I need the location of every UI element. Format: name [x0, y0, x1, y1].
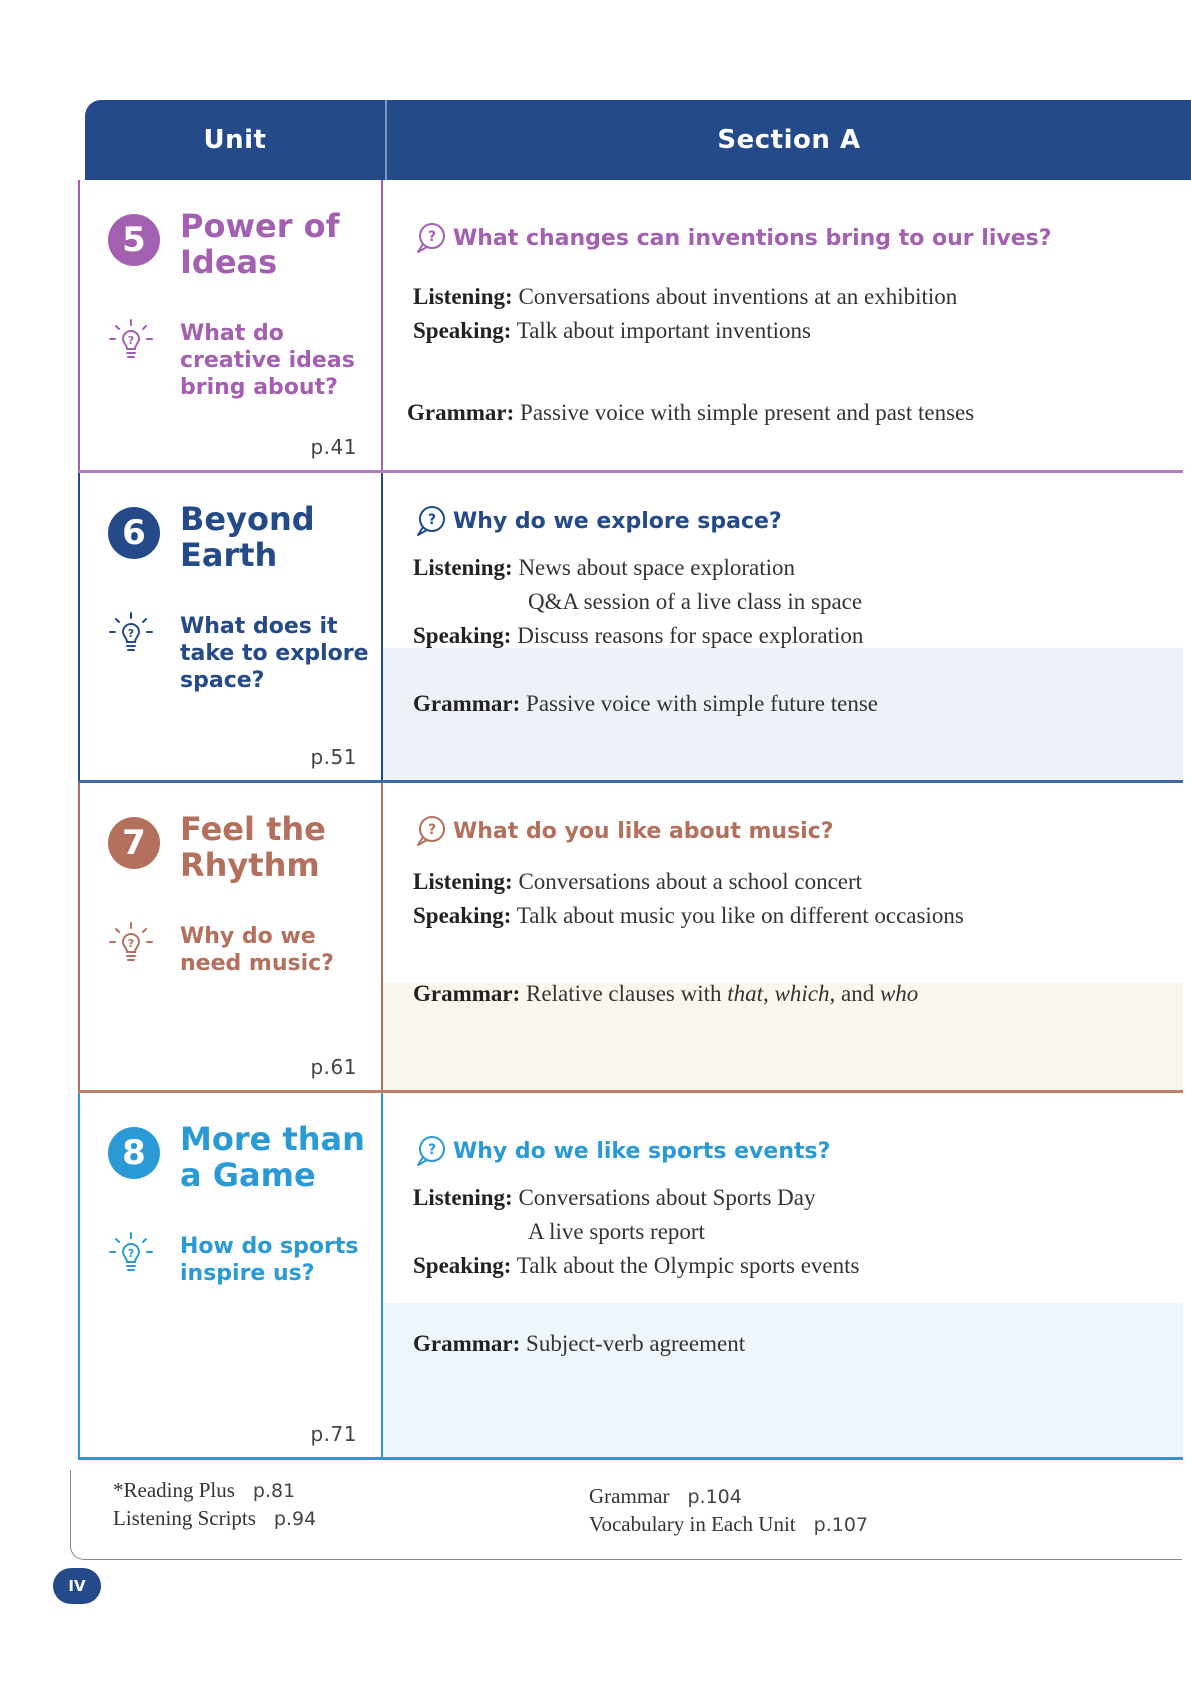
section-a-cell [383, 180, 1183, 470]
unit-number-badge: 5 [108, 214, 160, 266]
speaking-text: Talk about the Olympic sports events [516, 1253, 860, 1278]
listening-label: Listening: [413, 1185, 513, 1210]
lightbulb-question-icon [108, 318, 154, 364]
grammar-term-who: who [879, 981, 919, 1006]
listening-text: Conversations about Sports Day [518, 1185, 816, 1210]
speech-bubble-question-icon [413, 503, 449, 539]
unit-big-question: What does it take to explore space? [180, 614, 369, 693]
grammar-line [413, 981, 918, 1007]
listening-line-2 [413, 589, 862, 615]
listening-scripts-label: Listening Scripts [113, 1506, 256, 1530]
unit-row-5 [78, 180, 1183, 473]
listening-line [413, 869, 862, 895]
unit-row-7 [78, 783, 1183, 1093]
unit-page-reference: p.71 [310, 1422, 357, 1446]
vocabulary-ref-page: p.107 [813, 1514, 869, 1536]
grammar-line [407, 400, 974, 426]
listening-label: Listening: [413, 555, 513, 580]
svg-text:?: ? [127, 627, 135, 640]
listening-text: News about space exploration [518, 555, 795, 580]
vocabulary-ref-label: Vocabulary in Each Unit [589, 1512, 796, 1536]
section-question [413, 813, 834, 849]
grammar-label: Grammar: [413, 981, 521, 1006]
speech-bubble-question-icon [413, 1133, 449, 1169]
section-question-text: Why do we like sports events? [453, 1138, 831, 1164]
section-question-text: What changes can inventions bring to our lives? [453, 225, 1052, 251]
svg-text:?: ? [427, 822, 437, 838]
speaking-line [413, 903, 964, 929]
listening-label: Listening: [413, 869, 513, 894]
unit-number-badge: 7 [108, 817, 160, 869]
unit-page-reference: p.41 [310, 435, 357, 459]
section-a-column-header: Section A [717, 125, 861, 155]
reading-plus-ref [113, 1478, 295, 1503]
lightbulb-question-icon [108, 1231, 154, 1277]
speaking-text: Talk about important inventions [516, 318, 811, 343]
lightbulb-question-icon [108, 921, 154, 967]
unit-title: More than a Game [180, 1120, 365, 1194]
section-question-text: What do you like about music? [453, 818, 834, 844]
speaking-line [413, 1253, 859, 1279]
svg-text:?: ? [427, 512, 437, 528]
speaking-line [413, 623, 863, 649]
reading-plus-label: *Reading Plus [113, 1478, 235, 1502]
svg-text:?: ? [127, 1247, 135, 1260]
grammar-text-part: Relative clauses with [526, 981, 728, 1006]
listening-line-2 [413, 1219, 705, 1245]
lightbulb-question-icon [108, 611, 154, 657]
svg-text:?: ? [427, 229, 437, 245]
unit-info-cell [78, 1093, 383, 1460]
grammar-band [383, 1303, 1183, 1457]
vocabulary-ref [589, 1512, 868, 1537]
footer-references [70, 1470, 1182, 1560]
unit-big-question: How do sports inspire us? [180, 1234, 359, 1286]
svg-text:?: ? [427, 1142, 437, 1158]
grammar-line [413, 1331, 745, 1357]
grammar-text: Subject-verb agreement [526, 1331, 746, 1356]
unit-column-header: Unit [203, 125, 267, 155]
unit-number-badge: 6 [108, 507, 160, 559]
unit-row-6 [78, 473, 1183, 783]
row-divider [78, 1457, 1183, 1460]
grammar-term-which: which [774, 981, 830, 1006]
grammar-line [413, 691, 878, 717]
unit-big-question: Why do we need music? [180, 924, 334, 976]
section-a-cell [383, 473, 1183, 780]
speaking-text: Discuss reasons for space exploration [517, 623, 864, 648]
grammar-label: Grammar: [413, 1331, 521, 1356]
speaking-label: Speaking: [413, 1253, 512, 1278]
section-a-cell [383, 783, 1183, 1090]
unit-title: Feel the Rhythm [180, 810, 326, 884]
grammar-text-part: , and [829, 981, 880, 1006]
listening-label: Listening: [413, 284, 513, 309]
svg-text:?: ? [127, 334, 135, 347]
unit-title: Power of Ideas [180, 207, 340, 281]
grammar-text: Passive voice with simple future tense [526, 691, 878, 716]
grammar-text-part: , [763, 981, 775, 1006]
speaking-label: Speaking: [413, 318, 512, 343]
speaking-label: Speaking: [413, 623, 512, 648]
section-question [413, 1133, 830, 1169]
listening-text-2: A live sports report [528, 1219, 705, 1244]
unit-info-cell [78, 783, 383, 1093]
grammar-ref [589, 1484, 742, 1509]
listening-text-2: Q&A session of a live class in space [528, 589, 863, 614]
unit-row-8 [78, 1093, 1183, 1460]
listening-line [413, 555, 795, 581]
grammar-text: Passive voice with simple present and past tenses [520, 400, 975, 425]
speech-bubble-question-icon [413, 813, 449, 849]
table-header [85, 100, 1191, 180]
listening-scripts-ref [113, 1506, 316, 1531]
unit-page-reference: p.61 [310, 1055, 357, 1079]
section-question-text: Why do we explore space? [453, 508, 782, 534]
page-number: IV [53, 1568, 101, 1604]
listening-line [413, 284, 957, 310]
listening-text: Conversations about inventions at an exhibition [518, 284, 958, 309]
listening-scripts-page: p.94 [273, 1508, 317, 1530]
unit-page-reference: p.51 [310, 745, 357, 769]
speaking-text: Talk about music you like on different occasions [516, 903, 964, 928]
section-question [413, 220, 1052, 256]
listening-line [413, 1185, 816, 1211]
unit-number-badge: 8 [108, 1127, 160, 1179]
unit-title: Beyond Earth [180, 500, 315, 574]
grammar-ref-label: Grammar [589, 1484, 670, 1508]
svg-text:?: ? [127, 937, 135, 950]
listening-text: Conversations about a school concert [518, 869, 863, 894]
speech-bubble-question-icon [413, 220, 449, 256]
unit-info-cell [78, 473, 383, 783]
speaking-label: Speaking: [413, 903, 512, 928]
speaking-line [413, 318, 811, 344]
reading-plus-page: p.81 [252, 1480, 296, 1502]
unit-info-cell [78, 180, 383, 473]
grammar-label: Grammar: [413, 691, 521, 716]
grammar-label: Grammar: [407, 400, 515, 425]
unit-big-question: What do creative ideas bring about? [180, 321, 355, 400]
section-a-cell [383, 1093, 1183, 1457]
grammar-term-that: that [727, 981, 764, 1006]
section-question [413, 503, 782, 539]
grammar-ref-page: p.104 [687, 1486, 742, 1508]
